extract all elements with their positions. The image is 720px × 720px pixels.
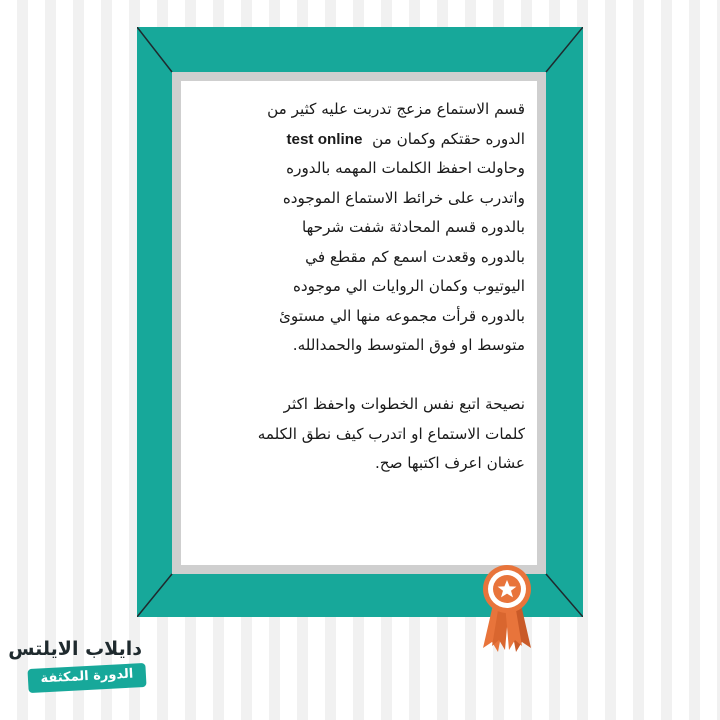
text-line: واتدرب على خرائط الاستماع الموجوده — [282, 188, 525, 207]
text-line: بالدوره قرأت مجموعه منها الي مستوئ — [279, 306, 525, 325]
text-line: كلمات الاستماع او اتدرب كيف نطق الكلمه — [257, 424, 525, 443]
brand-logo — [8, 636, 150, 698]
certificate-frame — [137, 27, 583, 617]
brand-tagline: الدورة المكثفة — [40, 666, 134, 687]
text-line: اليوتيوب وكمان الروايات الي موجوده — [292, 277, 525, 295]
certificate-paper — [181, 81, 537, 565]
testimonial-text — [195, 95, 525, 479]
certificate-mat — [172, 72, 546, 574]
text-line: بالدوره قسم المحادثة شفت شرحها — [302, 218, 525, 236]
text-line: قسم الاستماع مزعج تدربت عليه كثير من — [267, 100, 525, 118]
brand-badge — [27, 663, 146, 693]
award-ribbon-icon — [478, 562, 536, 654]
text-line: نصيحة اتبع نفس الخطوات واحفظ اكثر — [283, 395, 525, 413]
text-line: بالدوره وقعدت اسمع كم مقطع في — [305, 247, 525, 266]
brand-name: دايلاب الايلتس — [8, 638, 142, 660]
paragraph-gap — [195, 361, 525, 391]
text-line: متوسط او فوق المتوسط والحمدالله. — [292, 336, 525, 354]
english-phrase: test online — [286, 130, 363, 148]
text-line: عشان اعرف اكتبها صح. — [374, 454, 525, 472]
text-line — [195, 125, 525, 155]
text-segment: الدوره حقتكم وكمان من — [372, 129, 525, 148]
text-line: وحاولت احفظ الكلمات المهمه بالدوره — [286, 159, 525, 177]
